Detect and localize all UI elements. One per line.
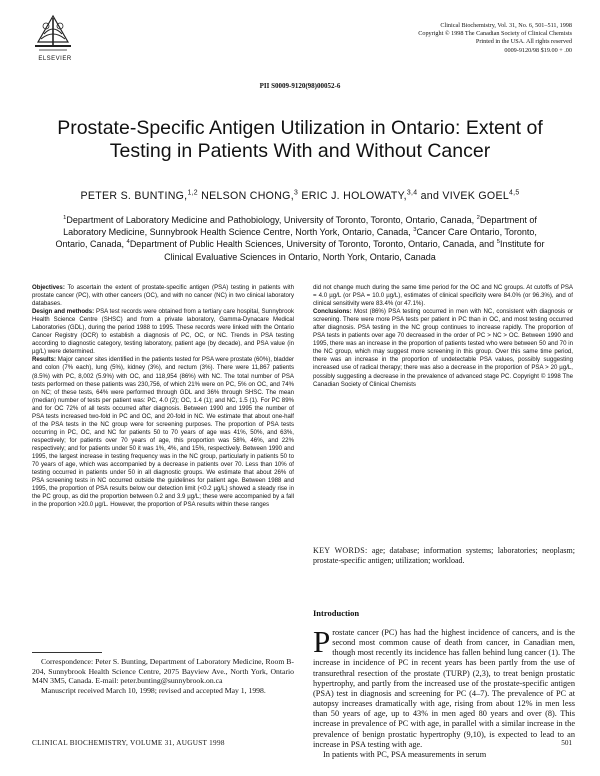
footnote-rule (32, 652, 102, 653)
journal-meta (312, 22, 572, 55)
page-number: 501 (561, 739, 572, 747)
article-title: Prostate-Specific Antigen Utilization in Ontario: Extent of Testing in Patients With and Without Cancer (57, 117, 543, 162)
abstract-conclusions: Conclusions: Most (86%) PSA testing occurred in men with NC, consistent with diagnosis or screening. There were more PSA tests per patient in PC than in OC, and most testing occurred after diagnosis. PSA testing in the NC group continues to increase rapidly. The proportion of PSA tests in patients over age 70 decreased in the order of PC > NC > OC. Between 1990 and 1995, there was an increase in the proportion of patients tested who were between 50 and 70 in the NC group, which may suggest more screening in this group. Over this same time period, there was an increase in the proportion of undetectable PSA values, possibly suggesting increased use of radical therapy; there was also a decrease in the proportion of PSA > 20 µg/L, possibly suggesting a decrease in the prevalence of advanced stage PC. Copyright © 1998 The Canadian Society of Clinical Chemists (313, 308, 573, 388)
manuscript-dates: Manuscript received March 10, 1998; revised and accepted May 1, 1998. (41, 686, 266, 696)
correspondence: Correspondence: Peter S. Bunting, Department of Laboratory Medicine, Room B-204, Sunnybrook Health Science Centre, 2075 Bayview Ave., North York, Ontario M4N 3M5, Canada. E-mail: peter.bunting@sunnybrook.on.ca (32, 657, 294, 686)
abstract-left-column (32, 284, 294, 509)
abstract-methods: Design and methods: PSA test records were obtained from a tertiary care hospital, Sunnybrook Health Science Centre (SHSC) and from a private laboratory, Gamma-Dynacare Medical Laboratories (GDL), during the period 1988 to 1995. These records were linked with the Ontario Cancer Registry (OCR) to establish a diagnosis of PC, OC, or NC. Trends in PSA testing according to diagnostic category, testing laboratory, patient age (by decade), and PSA value (in µg/L) were determined. (32, 308, 294, 356)
copyright-line: Copyright © 1998 The Canadian Society of Clinical Chemists (418, 30, 572, 38)
author: NELSON CHONG,$^3$ (201, 189, 299, 202)
abstract-right-column (313, 284, 573, 389)
author: ERIC J. HOLOWATY,$^{3,4}$ (301, 189, 418, 202)
printed-line: Printed in the USA. All rights reserved (475, 38, 572, 46)
running-footer: CLINICAL BIOCHEMISTRY, VOLUME 31, AUGUST 1998 (32, 739, 225, 747)
publisher-logo (30, 12, 76, 54)
footnote (32, 657, 294, 696)
abstract-results: Results: Major cancer sites identified in the patients tested for PSA were prostate (60%), bladder and colon (7% each), lung (5%), kidney (3%), and rectum (3%). There were 11,867 patients (8.5%) with PC, 8,002 (5.9%) with OC, and 118,954 (86%) with NC. The total number of PSA tests performed on these patients was 230,756, of which 21% were on PC, 5% on OC, and 74% on NC; of these tests, 64% were performed through GDL and 36% through SHSC. The mean (median) number of tests per patient was: PC, 4.0 (2); OC, 1.4 (1); and NC, 1.5 (1). For PC 89% and for OC 72% of all tests occurred after diagnosis. Between 1990 and 1995 the number of PSA tests increased two-fold in PC and OC, and 20-fold in NC. We estimate that about one-half of the PSA tests in the NC group were for screening purposes. The proportion of PSA tests occurring in PC, OC, and NC for patients 50 to 70 years of age was 41%, 50%, and 63%, respectively; for patients over 70 years of age, this proportion was 58%, 46%, and 22% respectively; and for patients under 50 it was 1%, 4%, and 15%, respectively. Between 1990 and 1995, the largest increase in testing frequency was in the NC group, particularly in patients 50 to 70 years of age, which was accompanied by a decrease in patients over 70. Less than 10% of testing occurred in patients under 50 in all diagnostic groups. We estimate that about 26% of PSA screening tests in NC occurred outside the guidelines for patient age. Between 1988 and 1995, the proportion of PSA results below our detection limit (<0.2 µg/L) showed a steady rise in the PC group, as did the proportion between 0.2 and 3.9 µg/L; these were accompanied by a fall in the proportion >20.0 µg/L. However, the proportion of PSA results within these ranges (32, 356, 294, 509)
author-list (40, 190, 560, 202)
intro-body (313, 624, 575, 760)
author: PETER S. BUNTING,$^{1,2}$ (80, 189, 198, 202)
intro-heading: Introduction (313, 608, 360, 618)
intro-paragraph: Prostate cancer (PC) has had the highest incidence of cancers, and is the second most common cause of death from cancer, in Canadian men, though most recently its incidence has fallen behind lung cancer (1). The increase in incidence of PC in recent years has been partly from the use of transurethral resection of the prostate (TURP) (2,3), to treat benign prostatic hypertrophy, and partly from the increased use of the prostate-specific antigen (PSA) test in diagnosis and screening for PC (4–7). The prevalence of PC at autopsy increases dramatically with age, rising from about 12% in men less than 50 years of age, up to 43% in men aged 80 years and over (8). This increase in prevalence of PC with age, in parallel with a similar increase in the prevalence of benign prostatic hypertrophy (9,10), is expected to lead to an increase in PSA testing with age. (313, 624, 575, 749)
intro-paragraph: In patients with PC, PSA measurements in serum (323, 749, 487, 759)
author: and VIVEK GOEL$^{4,5}$ (420, 189, 520, 202)
drop-cap: P (313, 624, 331, 659)
abstract-objectives: Objectives: To ascertain the extent of prostate-specific antigen (PSA) testing in patients with prostate cancer (PC), with other cancers (OC), and with no cancer (NC) in two clinical laboratory databases. (32, 284, 294, 308)
journal-line: Clinical Biochemistry, Vol. 31, No. 6, 501–511, 1998 (440, 22, 572, 29)
affiliations: $^1$Department of Laboratory Medicine and Pathobiology, University of Toronto, Toronto, Ontario, Canada, $^2$Department of Laboratory Medicine, Sunnybrook Health Science Centre, North York, Ontario, Canada, $^3$Cancer Care Ontario, Toronto, Ontario, Canada, $^4$Department of Public Health Sciences, University of Toronto, Toronto, Ontario, Canada, and $^5$Institute for Clinical Evaluative Sciences in Ontario, North York, Ontario, Canada (55, 215, 545, 262)
publisher-name: ELSEVIER (38, 56, 72, 62)
pii-identifier: PII S0009-9120(98)00052-6 (259, 82, 341, 90)
abstract-results-cont: did not change much during the same time period for the OC and NC groups. At cutoffs of PSA = 4.0 µg/L (or PSA = 10.0 µg/L), estimates of clinical specificity were 84.0% (or 96.3%), and of clinical sensitivity were 83.4% (or 47.1%). (313, 284, 573, 308)
keywords (313, 546, 575, 566)
issn-line: 0009-9120/98 $19.00 + .00 (504, 46, 572, 54)
keywords-label: KEY WORDS: (313, 546, 368, 555)
keywords-text: age; database; information systems; laboratories; neoplasm; prostate-specific antigen; utilization; workload. (313, 546, 575, 566)
